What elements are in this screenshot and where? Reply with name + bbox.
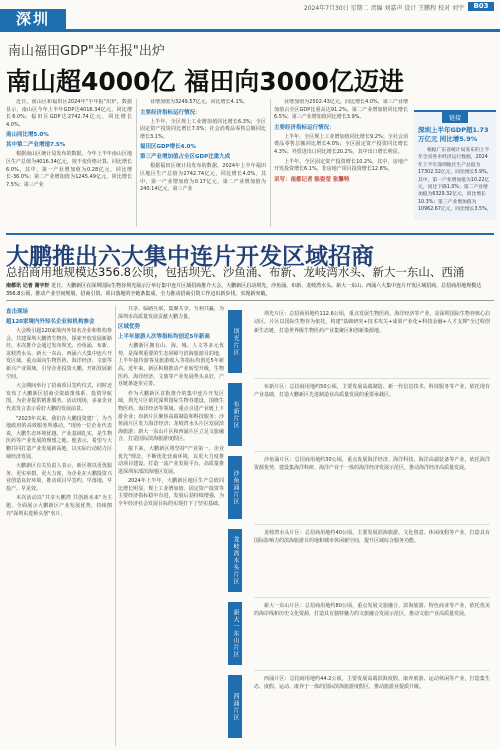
article2-byline: 南都讯 记者 谢宇轩	[6, 283, 50, 289]
paragraph: 近日，南山区和福田区2024年"半年报"出炉。数据显示，南山区今年上半年GDP达4016.34亿元，同比增长6.0%；福田区GDP达2742.74亿元，同比增长4.0%。	[6, 99, 132, 128]
paragraph: 接下来，大鹏新区将坚持"产业第一、企业优先"理念，不断优化营商环境，以更大力度推动项目建设，打造一流产业发展平台，高质量推进深圳东部滨海地区发展。	[118, 445, 224, 475]
article1-headline: 南山超4000亿 福田向3000亿迈进	[6, 67, 404, 96]
subheading: 其中第二产业增速7.5%	[6, 142, 66, 149]
entry-divider	[254, 378, 490, 379]
link-label: 链接	[442, 112, 468, 123]
paragraph: 2024年上半年，大鹏新区地区生产总值同比增长明显，规上工业增加值、固定资产投资等主要经济指标稳中有进，发展后劲持续增强，为全年经济社会发展目标的实现打下了坚实基础。	[118, 478, 224, 508]
paragraph: 上半年，全区规上工业增加值同比增长6.3%；全区固定资产投资同比增长7.0%；社会消费品零售总额同比增长3.1%。	[140, 118, 266, 140]
subheading: 主要经济指标运行情况：	[140, 109, 201, 116]
link-body: 根据广东省统计局发布的上半年全省各市经济运行数据，2024年上半年深圳地区生产总值为17302.32亿元，同比增长5.9%。其中，第一产业增加值为10.22亿元，同比下降1.0%；第二产业增加值为6329.32亿元，同比增长10.3%；第三产业增加值为10962.67亿元，同比增长3.5%。	[418, 148, 492, 213]
tab-5: 新大一东山片区	[228, 602, 242, 665]
column-divider	[270, 99, 271, 227]
article2-lead-text: 近日，大鹏新区在深圳国际生物谷坝光展示厅举行集中连片区域招商推介大会，大鹏新区启动坝光、沙鱼涌、布新、龙岐湾水头、新大一东山、西涌六大集中连片开发区域招商，总招商用地规模达356.8公顷，推动产业空间规划、招商引资、项目落地的全链条集成，全力推动招商引资工作迈出新步伐、实现新突破。	[6, 283, 482, 297]
link-title: 深圳上半年GDP超1.73万亿元 同比增5.9%	[418, 126, 489, 143]
section-tag: 深圳	[0, 9, 66, 29]
subheading: 主要经济指标运行情况：	[274, 124, 335, 131]
district-entry: 坝光片区：总招商用地约112.6公顷，重点发展生物医药、海洋经济等产业，是深圳国际生物谷核心启动区。片区以国际生物谷为依托，构建"基础研究+技术攻关+成果产业化+科技金融+人才支撑"全过程创新生态链，打造世界级生物医药产业集聚区和创新策源地。	[254, 311, 490, 334]
district-tabs	[228, 306, 242, 746]
article2-headline: 大鹏推出六大集中连片开发区域招商	[6, 244, 374, 270]
paragraph: 作为大鹏新区首批推介的集中连片开发区域，坝光片区依托深圳国际生物谷建设，围绕生物医药、海洋经济等领域，重点引进产业链上下游企业；布新片区聚焦高端制造和科技服务；沙鱼涌片区发力海洋经济；龙岐湾水头片区发展滨海旅游；新大一东山片区和西涌片区立足文旅融合，打造国际滨海旅游度假区。	[118, 390, 224, 443]
paragraph: 业增加值为2502.43亿元，同比增长4.0%，第三产业增加值占全区GDP比重高达91.2%。第二产业增加值同比增长6.5%；第三产业增加值同比增长3.9%。	[274, 99, 408, 121]
district-entry: 布新片区：总招商用地约50公顷，主要发展高端制造、新一代信息技术、科技服务等产业，依托现有产业基础，打造大鹏新区先进制造业高质量发展的重要承载区。	[254, 384, 490, 399]
page-number-badge: B03	[468, 2, 494, 11]
subheading: 直击现场	[6, 309, 29, 315]
column-divider	[115, 306, 116, 746]
column-divider	[136, 99, 137, 227]
article2-left-column	[6, 306, 112, 746]
subheading: 区域优势	[118, 324, 141, 331]
article1-column-3	[274, 99, 408, 229]
paragraph: 共享，临路互联，集聚共享，互利共赢，为深圳市高质量发展贡献大鹏力量。	[118, 306, 224, 320]
paragraph: 根据南山区统计局发布的数据，今年上半年南山区地区生产总值为4016.34亿元，按不变价格计算，同比增长6.0%。其中，第一产业增加值为0.28亿元，同比增长-36.0%；第二产业增加值为1245.49亿元，同比增长7.5%；第三产业	[6, 151, 132, 188]
paragraph: 本次活动以"共享大鹏湾 共创新未来"为主题，全面展示大鹏新区产业发展优势，持续擦亮"深圳东进桥头堡"名片。	[6, 495, 112, 517]
header-rule	[0, 29, 500, 32]
paragraph: 上半年，全区规上工业增加值同比增长9.2%；全社会消费品零售总额同比增长4.0%；全区固定资产投资同比增长4.3%；外贸进出口同比增长20.2%，其中出口增长明显。	[274, 133, 408, 155]
subheading: 上半年旅游人次等指标均创近5年新高	[118, 334, 210, 341]
header-meta: 2024年7月30日 星期二 责编 刘嘉声 设计 王鹏程 校对 刘宇	[303, 5, 464, 12]
district-entry: 新大一东山片区：总招商用地约80公顷，重点发展文旅融合、滨海旅游、特色商业等产业，依托优美的海岸线和历史文化资源，打造具有独特魅力的文旅融合发展示范区，推动文旅产业高质量发展。	[254, 603, 490, 618]
entry-divider	[254, 597, 490, 598]
article2-deck: 总招商用地规模达356.8公顷，包括坝光、沙鱼涌、布新、龙岐湾水头、新大一东山、西涌	[6, 265, 465, 279]
paragraph: 大会吸引超120家境内外知名企业和机构参会，共建深圳大鹏湾生物谷，探索开放发展新路径。本次推介会通过发布坝光、沙鱼涌、布新、龙岐湾水头、新大一东山、西涌六大集中连片开发区域，重点面向生物医药、海洋经济、文旅等新兴产业领域，引导企业投资大鹏，开拓发展新空间。	[6, 328, 112, 380]
tab-2: 布新片区	[228, 383, 242, 446]
tab-6: 西涌片区	[228, 675, 242, 738]
article1-column-2	[140, 99, 266, 229]
entry-divider	[254, 670, 490, 671]
article2-lead	[6, 283, 494, 298]
subheading: 超120家境内外知名企业和机构参会	[6, 319, 95, 325]
tab-3: 沙鱼涌片区	[228, 456, 242, 519]
article1-kicker: 南山福田GDP"半年报"出炉	[8, 44, 165, 59]
article1-column-1	[6, 99, 132, 229]
tab-4: 龙岐湾水头片区	[228, 529, 242, 592]
subheading: 第三产业增加值占全区GDP比重九成	[140, 154, 231, 161]
entry-divider	[254, 524, 490, 525]
tab-1: 坝光片区	[228, 310, 242, 373]
paragraph: 大鹏新区有关负责人表示，新区将以更优服务、更实举措、更大力度，为企业在大鹏投资兴业创造良好环境，推动项目早签约、早落地、早投产、早见效。	[6, 463, 112, 492]
subheading: 采写：南都记者 陈姿莹 张馨特	[274, 176, 350, 183]
paragraph: 上半年，全区固定资产投资增长10.2%，其中，房地产开发投资增长6.1%，非房地产项目投资增长12.8%。	[274, 158, 408, 173]
article2-middle-column	[118, 306, 224, 746]
subheading: 福田区GDP增长4.0%	[140, 144, 196, 151]
link-sidebar-box	[414, 110, 496, 220]
district-entry: 西涌片区：总招商用地约44.2公顷，主要发展高端滨海度假、康养旅游、运动休闲等产业，打造集生态、度假、运动、康养于一体的国际滨海旅游度假区，推动旅游业提质升级。	[254, 676, 490, 691]
subheading: 南山同比增5.0%	[6, 132, 49, 139]
entry-divider	[254, 451, 490, 452]
paragraph: 业增加值为3249.57亿元，同比增长4.1%。	[150, 99, 249, 105]
paragraph: "2023年以来，我们在大鹏投资建厂，为当地政府的高效服务所感动。"现场一位企业代表说，大鹏生态环境优越、产业基础扎实，是生物医药等产业发展的理想之地。他表示，希望与大鹏共同打造产业发展新高地，以实际行动助力区域经济发展。	[6, 415, 112, 460]
section-rule	[6, 233, 494, 235]
paragraph: 大鹏新区拥有山、海、城、人文等多元优势，是深圳重要的生态屏障与滨海旅游目的地，上半年接待游客及旅游收入等指标均创近5年新高。近年来，新区积极推动产业转型升级，生物医药、海洋经济、文旅等产业发展势头良好，产业链条逐步完善。	[118, 343, 224, 388]
paragraph: 根据福田区统计局发布的数据，2024年上半年福田区地区生产总值为2742.74亿元，同比增长4.0%。其中，第一产业增加值为0.17亿元，第二产业增加值为240.14亿元，第三产业	[140, 163, 266, 193]
lead-rule	[6, 300, 494, 301]
paragraph: 大会期间举行了招商项目签约仪式，同时还发布了大鹏新区招商引资政策体系、投资导航图，为企业提供精准服务。活动现场，多家企业代表发言表示看好大鹏的发展前景。	[6, 383, 112, 412]
district-entry: 沙鱼涌片区：总招商用地约30公顷，重点发展海洋经济、海洋科技、海洋高端装备等产业，依托海洋资源优势，建设集海洋科研、海洋产业于一体的海洋经济发展示范区，推动海洋经济高质量发展。	[254, 457, 490, 472]
district-entry: 龙岐湾水头片区：总招商用地约40公顷，主要发展滨海旅游、文化创意、休闲度假等产业，打造具有国际影响力的滨海旅游目的地和城市休闲新空间，提升区域综合服务功能。	[254, 530, 490, 545]
